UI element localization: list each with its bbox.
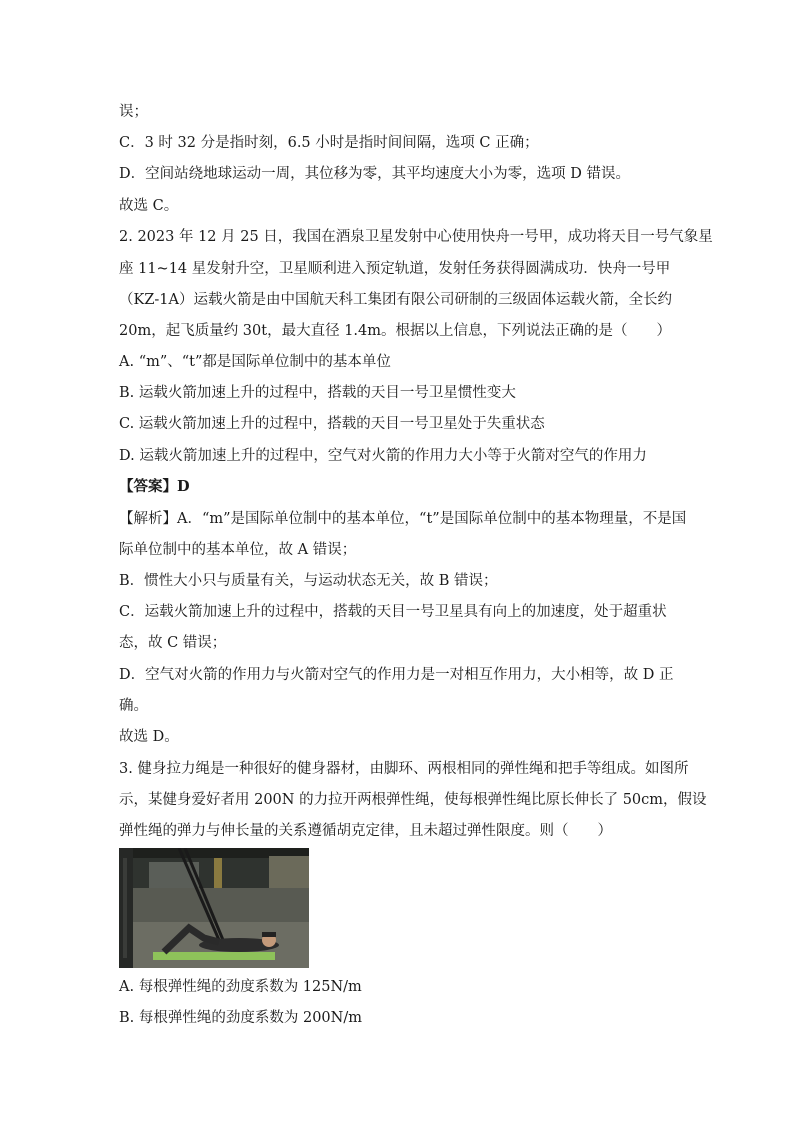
question-3-line: 3. 健身拉力绳是一种很好的健身器材，由脚环、两根相同的弹性绳和把手等组成。如图所 [119,761,689,777]
option-c: C. 运载火箭加速上升的过程中，搭载的天目一号卫星处于失重状态 [119,416,545,432]
option-a: A. “m”、“t”都是国际单位制中的基本单位 [119,354,391,370]
option-b-q3: B. 每根弹性绳的劲度系数为 200N/m [119,1010,362,1026]
text-line: D．空间站绕地球运动一周，其位移为零，其平均速度大小为零，选项 D 错误。 [119,166,630,182]
text-line: C．3 时 32 分是指时刻，6.5 小时是指时间间隔，选项 C 正确； [119,135,539,151]
analysis-line: B．惯性大小只与质量有关，与运动状态无关，故 B 错误； [119,573,498,589]
fitness-photo [119,848,309,968]
text-line: 误； [119,104,148,120]
analysis-line: 际单位制中的基本单位，故 A 错误； [119,542,357,558]
option-b: B. 运载火箭加速上升的过程中，搭载的天目一号卫星惯性变大 [119,385,516,401]
answer-label: 【答案】D [119,478,190,495]
question-2-line: （KZ-1A）运载火箭是由中国航天科工集团有限公司研制的三级固体运载火箭，全长约 [119,292,673,308]
question-2-line: 2. 2023 年 12 月 25 日，我国在酒泉卫星发射中心使用快舟一号甲，成功将天目一号气象星 [119,229,713,245]
question-2-line: 20m，起飞质量约 30t，最大直径 1.4m。根据以上信息，下列说法正确的是（ ） [119,323,672,339]
option-a-q3: A. 每根弹性绳的劲度系数为 125N/m [119,979,362,995]
text-line: 故选 C。 [119,198,179,214]
option-d: D. 运载火箭加速上升的过程中，空气对火箭的作用力大小等于火箭对空气的作用力 [119,448,647,464]
analysis-line: D．空气对火箭的作用力与火箭对空气的作用力是一对相互作用力，大小相等，故 D 正 [119,667,674,683]
question-3-line: 示，某健身爱好者用 200N 的力拉开两根弹性绳，使每根弹性绳比原长伸长了 50cm，假设 [119,792,707,808]
analysis-line: 【解析】A．“m”是国际单位制中的基本单位，“t”是国际单位制中的基本物理量，不是国 [119,511,687,527]
analysis-line: 确。 [119,698,148,714]
question-2-line: 座 11~14 星发射升空，卫星顺利进入预定轨道，发射任务获得圆满成功．快舟一号甲 [119,261,671,277]
analysis-line: C．运载火箭加速上升的过程中，搭载的天目一号卫星具有向上的加速度，处于超重状 [119,604,667,620]
analysis-line: 故选 D。 [119,729,179,745]
question-3-line: 弹性绳的弹力与伸长量的关系遵循胡克定律，且未超过弹性限度。则（ ） [119,823,612,839]
analysis-line: 态，故 C 错误； [119,635,227,651]
